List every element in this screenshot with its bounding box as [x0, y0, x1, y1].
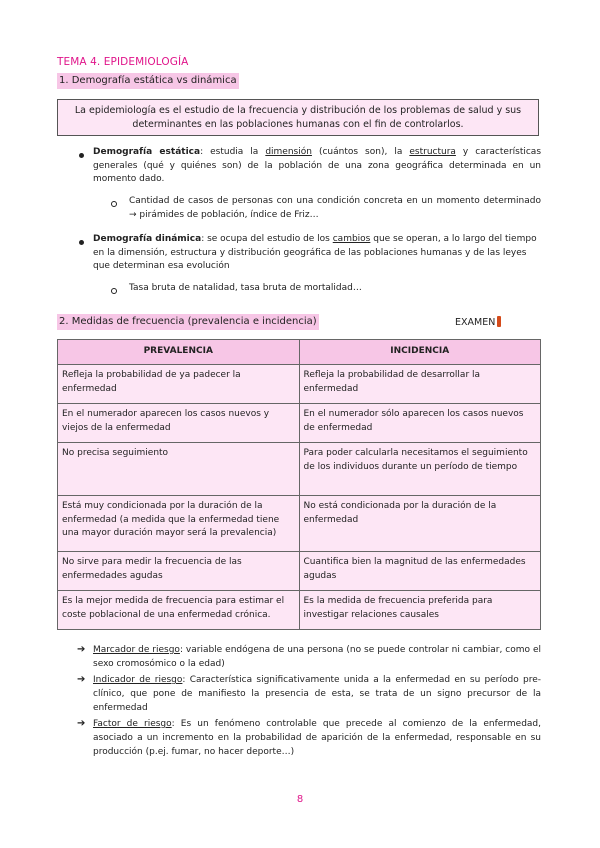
table-row: [58, 365, 541, 404]
static-demography-term: Demografía estática: [93, 147, 201, 157]
risk-term: Factor de riesgo: [93, 719, 172, 729]
arrow-icon: ➔: [77, 644, 86, 655]
table-row: [58, 591, 541, 630]
section-1-heading: 1. Demografía estática vs dinámica: [57, 73, 239, 89]
static-text-2: (cuántos son), la: [311, 147, 410, 157]
static-underlined-2: estructura: [409, 147, 456, 157]
incidence-cell: En el numerador sólo aparecen los casos nuevos de enfermedad: [299, 404, 541, 443]
dynamic-demography-term: Demografía dinámica: [93, 234, 202, 244]
incidence-cell: No está condicionada por la duración de la enfermedad: [299, 496, 541, 552]
arrow-icon: ➔: [77, 718, 86, 729]
table-row: [58, 496, 541, 552]
risk-item-marcador: [77, 643, 541, 671]
arrow-icon: ➔: [77, 674, 86, 685]
exclamation-icon: [497, 316, 501, 327]
page-number: 8: [296, 794, 304, 805]
static-underlined-1: dimensión: [265, 147, 312, 157]
prevalence-cell: No precisa seguimiento: [58, 443, 300, 496]
prevalence-cell: No sirve para medir la frecuencia de las enfermedades agudas: [58, 552, 300, 591]
exam-label: [455, 316, 501, 328]
risk-term: Marcador de riesgo: [93, 645, 180, 655]
header-prevalencia: PREVALENCIA: [58, 340, 300, 365]
risk-term: Indicador de riesgo: [93, 675, 183, 685]
risk-text: : Es un fenómeno controlable que precede al comienzo de la enfermedad, asociado a un incremento en la probabilidad de aparición de la enfermedad, responsable en su producción (p.ej. fumar, no hacer deporte…): [93, 719, 541, 757]
static-text-3: y características generales (qué y quiénes son) de la población de una zona geográfica determinada en un momento dado.: [93, 147, 542, 184]
incidence-cell: Refleja la probabilidad de desarrollar la enfermedad: [299, 365, 541, 404]
prevalence-cell: En el numerador aparecen los casos nuevos y viejos de la enfermedad: [58, 404, 300, 443]
section-2-heading: 2. Medidas de frecuencia (prevalencia e incidencia): [57, 314, 319, 330]
frequency-table: [57, 339, 541, 630]
prevalence-cell: Refleja la probabilidad de ya padecer la enfermedad: [58, 365, 300, 404]
bullet-icon: [79, 153, 84, 158]
exam-text: EXAMEN: [455, 317, 496, 328]
risk-text: : Característica significativamente unida a la enfermedad en su período pre-clínico, que pone de manifiesto la presencia de esta, se trata de un signo precursor de la enfermedad: [93, 675, 541, 713]
dynamic-demography-item: [93, 233, 543, 274]
sub-bullet-icon: [111, 288, 117, 294]
table-row: [58, 404, 541, 443]
header-incidencia: INCIDENCIA: [299, 340, 541, 365]
prevalence-cell: Es la mejor medida de frecuencia para estimar el coste poblacional de una enfermedad crónica.: [58, 591, 300, 630]
sub-bullet-icon: [111, 201, 117, 207]
risk-item-factor: [77, 717, 541, 759]
definition-line-2: determinantes en las poblaciones humanas con el fin de controlarlos.: [132, 119, 464, 130]
static-text-1: : estudia la: [200, 147, 266, 157]
risk-text: : variable endógena de una persona (no se puede controlar ni cambiar, como el sexo cromosómico o la edad): [93, 645, 541, 669]
bullet-icon: [79, 240, 84, 245]
incidence-cell: Cuantifica bien la magnitud de las enfermedades agudas: [299, 552, 541, 591]
static-demography-item: [93, 146, 541, 187]
incidence-cell: Es la medida de frecuencia preferida para investigar relaciones causales: [299, 591, 541, 630]
risk-item-indicador: [77, 673, 541, 715]
dynamic-underlined-1: cambios: [332, 234, 371, 244]
static-demography-subitem: Cantidad de casos de personas con una condición concreta en un momento determinado → pirámides de población, índice de Friz…: [129, 196, 541, 220]
incidence-cell: Para poder calcularla necesitamos el seguimiento de los individuos durante un período de tiempo: [299, 443, 541, 496]
dynamic-text-2: que se operan, a lo largo del tiempo en la dimensión, estructura y distribución geográfica de las poblaciones humanas y de las leyes que determinan esa evolución: [93, 234, 537, 271]
table-row: [58, 552, 541, 591]
dynamic-text-1: : se ocupa del estudio de los: [201, 234, 333, 244]
definition-line-1: La epidemiología es el estudio de la frecuencia y distribución de los problemas de salud y sus: [74, 105, 522, 116]
dynamic-demography-subitem: Tasa bruta de natalidad, tasa bruta de mortalidad…: [129, 283, 362, 293]
prevalence-cell: Está muy condicionada por la duración de la enfermedad (a medida que la enfermedad tiene una mayor duración mayor será la prevalencia): [58, 496, 300, 552]
table-row: [58, 443, 541, 496]
risk-list: [77, 643, 541, 759]
chapter-title: TEMA 4. EPIDEMIOLOGÍA: [57, 56, 189, 68]
table-header-row: [58, 340, 541, 365]
definition-box: [57, 99, 539, 136]
